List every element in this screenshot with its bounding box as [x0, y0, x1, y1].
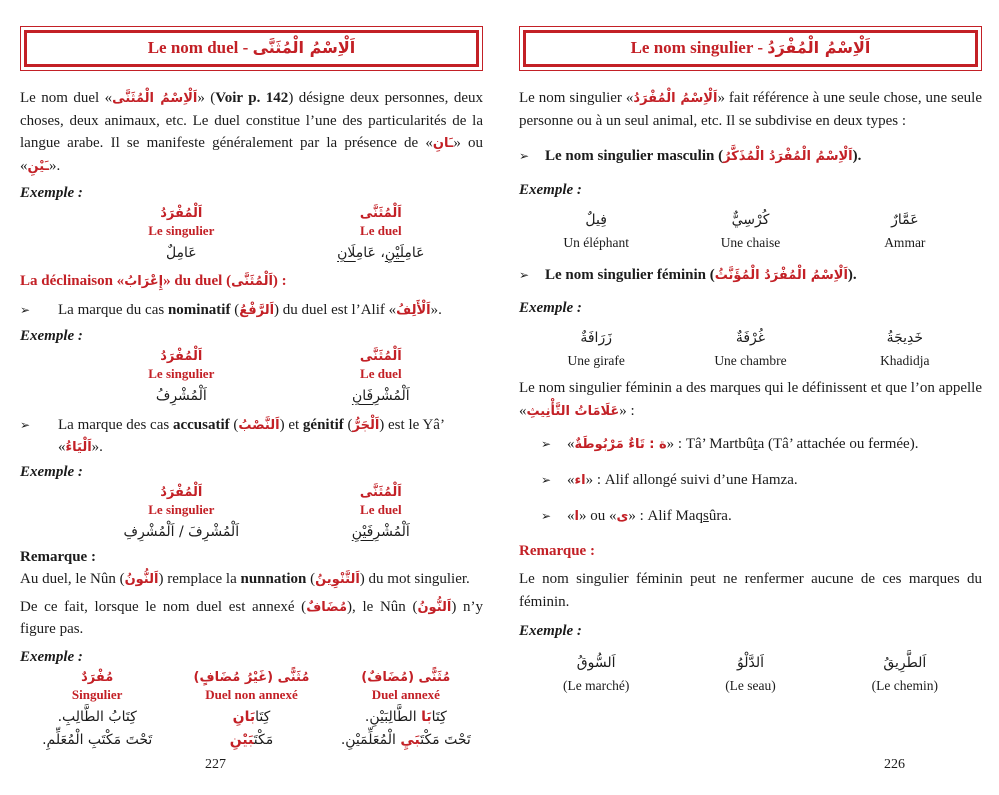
ya-maqsura-arabic: ى — [616, 508, 629, 524]
bullet-ta-marbuta: ➢ «ة : تَاءٌ مَرْبُوطَةٌ» : Tâ’ Martbûta (Tâ’ attachée ou fermée). — [541, 436, 919, 453]
column-label: Le singulier — [148, 366, 215, 382]
remarque-label: Remarque : — [519, 543, 595, 560]
example-word-arabic: اَلْمُشْرِفُ — [155, 388, 207, 405]
example-caption: Un éléphant — [563, 234, 629, 250]
remarque-line-2: De ce fait, lorsque le nom duel est annexé (مُضَافٌ), le Nûn (اَلنُّونُ) n’y figure pas. — [20, 598, 484, 638]
intro-text: ». — [48, 157, 61, 174]
example-caption: Ammar — [884, 234, 926, 250]
column-label: Singulier — [71, 686, 123, 702]
table-cell-arabic: تَحْتَ مَكْتَبِ الْمُعَلِّمِ. — [42, 732, 153, 749]
example-word-arabic: اَلدَّلْوُ — [736, 655, 764, 672]
dual-suffix-underlined: لَيْنِ — [384, 245, 405, 261]
title-box-duel — [20, 26, 483, 71]
intro-arabic: اَلْاِسْمُ الْمُفْرَدُ — [633, 91, 718, 106]
example-item — [828, 327, 982, 369]
nun-arabic: اَلنُّونُ — [124, 572, 159, 588]
alif-arabic: ا — [574, 508, 579, 524]
arrow-bullet-icon: ➢ — [519, 267, 530, 282]
intro-paragraph — [20, 87, 483, 177]
example-table-2 — [20, 349, 483, 409]
intro-text: ) désigne deux personnes, deux choses, deux animaux, etc. Le duel constitue l’une des particularités de la langue arabe. Il se manifeste généralement par la présence de « — [20, 90, 483, 151]
col-singulier — [20, 670, 174, 754]
example-table-1 — [20, 206, 483, 266]
exemple-label: Exemple : — [20, 185, 83, 201]
page-title — [523, 30, 978, 67]
arrow-bullet-icon: ➢ — [519, 149, 530, 163]
example-col-duel — [279, 349, 483, 409]
example-item — [828, 209, 982, 251]
bullet-accusatif-genitif: ➢ La marque des cas accusatif (اَلنَّصْبُ) et génitif (اَلْجَرُّ) est le Yâ’ «اَلْيَاءُ». — [20, 416, 444, 455]
column-header-arabic: اَلْمُثَنَّى — [359, 349, 402, 365]
table-cell-arabic: كِتَابَا الطَّالِبَيْنِ. — [364, 708, 447, 725]
ta-marbuta-arabic: ة : تَاءٌ مَرْبُوطَةٌ — [574, 437, 667, 453]
alif-hamza-arabic: اء — [574, 472, 586, 488]
arrow-bullet-icon: ➢ — [20, 303, 31, 318]
title-french: Le nom singulier - — [630, 38, 768, 57]
dual-suffix-red: بَيْنِ — [229, 732, 254, 749]
example-item — [519, 652, 673, 694]
example-caption: (Le marché) — [563, 678, 630, 694]
column-label: Le duel — [360, 223, 402, 238]
example-caption: Une chaise — [720, 234, 781, 250]
bullet-nominatif: ➢ La marque du cas nominatif (اَلرَّفْعُ) du duel est l’Alif «اَلْأَلِفُ». — [20, 302, 442, 319]
arrow-bullet-icon: ➢ — [541, 437, 552, 452]
intro-text: Le nom duel « — [20, 90, 113, 106]
intro-text: » ( — [197, 90, 216, 106]
example-caption: (Le chemin) — [871, 678, 938, 694]
exemple-label: Exemple : — [519, 623, 582, 640]
intro-text: » ou « — [20, 135, 483, 174]
bullet-alif-maqsura: ➢ «ا» ou «ى» : Alif Maqsûra. — [541, 507, 732, 524]
example-table-3 — [20, 485, 483, 545]
column-header-arabic: اَلْمُثَنَّى — [359, 485, 402, 501]
title-box-singulier — [519, 26, 982, 71]
example-word-arabic: كُرْسِيٌّ — [731, 211, 770, 228]
arrow-bullet-icon: ➢ — [541, 508, 552, 523]
declinaison-heading: La déclinaison «إِعْرَابُ» du duel (اَلْمُثَنَّى) : — [20, 272, 287, 289]
column-header-arabic: اَلْمُفْرَدُ — [160, 349, 203, 365]
tanwin-arabic: اَلتَّنْوِينُ — [315, 572, 360, 588]
page-left — [0, 0, 499, 795]
case-arabic: اَلنَّصْبُ — [238, 417, 280, 433]
example-item — [519, 209, 673, 251]
example-caption: Une chambre — [714, 353, 787, 369]
column-header-arabic: اَلْمُثَنَّى — [359, 206, 402, 221]
exemple-label: Exemple : — [20, 648, 83, 665]
example-word-arabic: عَمَّارٌ — [891, 211, 919, 228]
dual-suffix-red: بَانِ — [232, 708, 256, 725]
dual-suffix-underlined: لَانِ — [337, 245, 356, 261]
example-masculin — [519, 209, 982, 251]
example-word-arabic: اَلسُّوقُ — [576, 655, 616, 672]
intro-arabic-suffix-ayn: ـَيْنِ — [27, 158, 49, 174]
intro-arabic: اَلْاِسْمُ الْمُثَنَّى — [112, 91, 198, 106]
remarque-label: Remarque : — [20, 549, 96, 566]
declinaison-arabic: إِعْرَابُ — [124, 273, 164, 289]
exemple-label: Exemple : — [519, 181, 582, 198]
example-word-arabic: عَامِلَيْنِ، عَامِلَانِ — [337, 245, 425, 261]
dual-suffix-underlined: فَيْنِ — [351, 524, 374, 541]
example-word-arabic: زَرَافَةٌ — [580, 330, 612, 347]
dual-suffix-underlined: فَانِ — [351, 388, 374, 405]
example-col-singulier — [84, 349, 279, 409]
example-caption: Une girafe — [567, 353, 625, 369]
column-header-arabic: اَلْمُفْرَدُ — [160, 485, 203, 501]
example-item — [519, 327, 673, 369]
alif-arabic: اَلْأَلِفُ — [396, 303, 431, 319]
page-title — [24, 30, 479, 67]
column-label: Le singulier — [148, 223, 215, 238]
example-word-arabic: اَلْمُشْرِفَانِ — [351, 388, 410, 405]
masculin-arabic: اَلْاِسْمُ الْمُفْرَدُ الْمُذَكَّرُ — [723, 149, 853, 164]
example-item — [828, 652, 982, 694]
case-arabic: اَلرَّفْعُ — [239, 303, 275, 319]
page-number: 226 — [884, 757, 905, 772]
bullet-masculin: ➢ Le nom singulier masculin (اَلْاِسْمُ الْمُفْرَدُ الْمُذَكَّرُ). — [519, 148, 862, 164]
example-word-arabic: اَلْمُشْرِفَيْنِ — [351, 524, 410, 541]
col-duel-non-annexe — [174, 670, 328, 754]
feminin-arabic: اَلْاِسْمُ الْمُفْرَدُ الْمُؤَنَّثُ — [714, 267, 848, 283]
title-arabic: اَلْاِسْمُ الْمُفْرَدُ — [767, 38, 871, 57]
example-caption: Khadidja — [880, 353, 930, 369]
arrow-bullet-icon: ➢ — [20, 417, 31, 432]
example-item — [673, 209, 827, 251]
column-label: Le duel — [360, 366, 402, 382]
column-header-arabic: مُثَنًّى (غَيْرُ مُضَافٍ) — [193, 669, 310, 685]
example-word-arabic: عَامِلٌ — [165, 245, 197, 261]
exemple-label: Exemple : — [20, 328, 83, 345]
marks-arabic: عَلَامَاتُ التَّأْنِيثِ — [526, 403, 620, 419]
intro-arabic-suffix-an: ـَانِ — [432, 136, 454, 151]
example-word-arabic: اَلطَّرِيقُ — [883, 655, 927, 672]
table-cell-arabic: مَكْتَبَيْنِ — [229, 732, 274, 749]
case-arabic: اَلْجَرُّ — [352, 417, 380, 433]
remarque-line-1: Au duel, le Nûn (اَلنُّونُ) remplace la nunnation (اَلتَّنْوِينُ) du mot singulier. — [20, 571, 470, 588]
example-word-arabic: فِيلٌ — [585, 211, 607, 228]
example-caption: (Le seau) — [725, 678, 776, 694]
table-cell-arabic: كِتَابَانِ — [232, 708, 271, 725]
annexation-table — [20, 670, 483, 754]
example-word-arabic: خَدِيجَةُ — [886, 330, 924, 347]
example-col-duel — [279, 485, 483, 545]
intro-paragraph: Le nom singulier «اَلْاِسْمُ الْمُفْرَدُ» fait référence à une seule chose, une seule personne ou à un seul animal, etc. Il se subdivise en deux types : — [519, 90, 982, 129]
example-word-arabic: اَلْمُشْرِفَ / اَلْمُشْرِفِ — [123, 524, 240, 541]
bullet-feminin: ➢ Le nom singulier féminin (اَلْاِسْمُ الْمُفْرَدُ الْمُؤَنَّثُ). — [519, 266, 857, 283]
nun-arabic: اَلنُّونُ — [417, 599, 452, 615]
bullet-alif-hamza: ➢ «اء» : Alif allongé suivi d’une Hamza. — [541, 471, 798, 488]
page-right — [499, 0, 998, 795]
dual-suffix-red: بَيِ — [400, 732, 421, 749]
example-col-singulier — [84, 485, 279, 545]
table-cell-arabic: كِتَابُ الطَّالِبِ. — [57, 708, 137, 725]
page-number: 227 — [205, 757, 226, 772]
title-arabic: اَلْاِسْمُ الْمُثَنَّى — [252, 38, 356, 57]
col-duel-annexe — [329, 670, 483, 754]
column-header-arabic: اَلْمُفْرَدُ — [160, 206, 203, 221]
example-item — [673, 327, 827, 369]
example-word-arabic: غُرْفَةٌ — [735, 330, 766, 347]
column-label: Le singulier — [148, 502, 215, 518]
remarque-paragraph: Le nom singulier féminin peut ne renfermer aucune de ces marques du féminin. — [519, 571, 982, 610]
column-label: Duel annexé — [371, 686, 440, 702]
table-cell-arabic: تَحْتَ مَكْتَبَيِ الْمُعَلِّمَيْنِ. — [340, 732, 471, 749]
column-header-arabic: مُثَنًّى (مُضَافٌ) — [361, 669, 451, 685]
declinaison-arabic: اَلْمُثَنَّى — [231, 273, 273, 289]
example-final — [519, 652, 982, 694]
marks-intro-paragraph: Le nom singulier féminin a des marques qui le définissent et que l’on appelle «عَلَامَاتُ التَّأْنِيثِ» : — [519, 380, 982, 419]
example-feminin — [519, 327, 982, 369]
mudaf-arabic: مُضَافٌ — [306, 599, 348, 615]
column-label: Le duel — [360, 502, 402, 518]
exemple-label: Exemple : — [519, 300, 582, 317]
exemple-label: Exemple : — [20, 464, 83, 481]
example-col-duel — [279, 206, 483, 266]
example-col-singulier — [84, 206, 279, 266]
title-french: Le nom duel - — [147, 38, 253, 57]
column-header-arabic: مُفْرَدٌ — [81, 669, 114, 685]
arrow-bullet-icon: ➢ — [541, 472, 552, 487]
column-label: Duel non annexé — [205, 686, 298, 702]
dual-suffix-red: بَا — [421, 708, 432, 725]
ya-arabic: اَلْيَاءُ — [65, 439, 92, 455]
intro-reference: Voir p. 142 — [215, 90, 289, 106]
example-item — [673, 652, 827, 694]
